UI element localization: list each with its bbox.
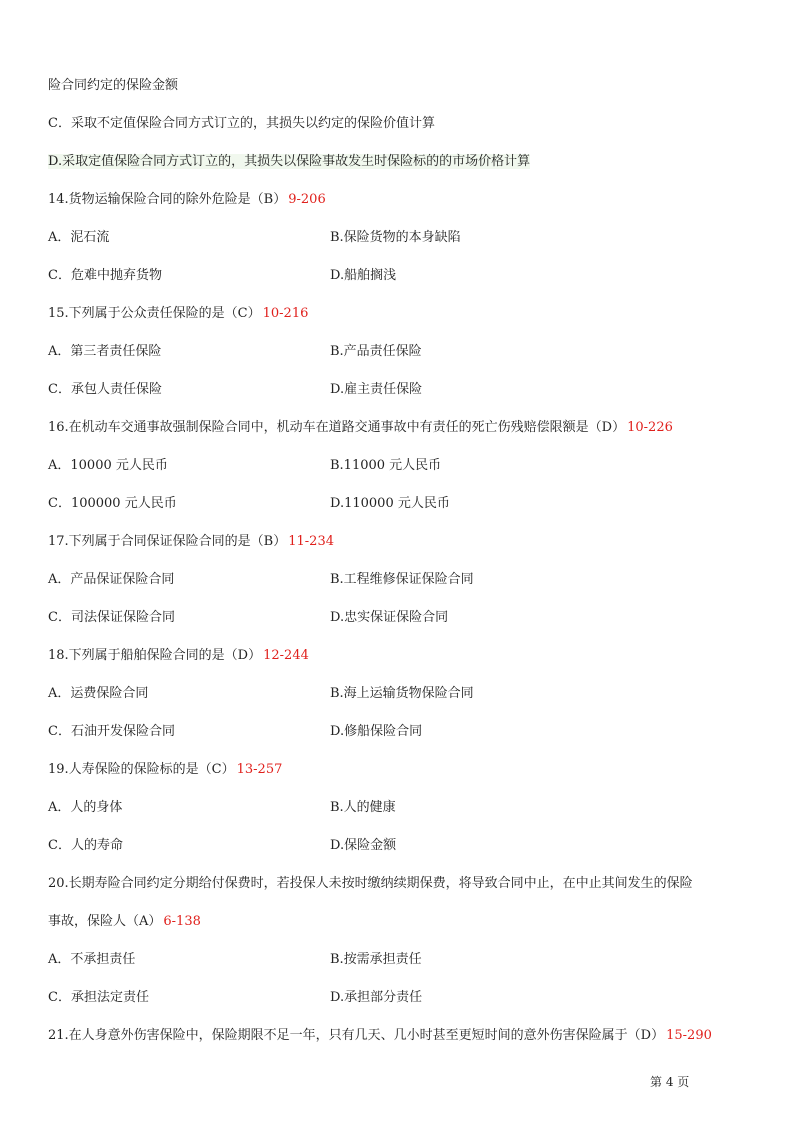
question-stem xyxy=(48,181,768,219)
question-text: 17.下列属于合同保证保险合同的是（B） xyxy=(48,534,287,549)
option-row xyxy=(48,941,768,979)
option-row xyxy=(48,713,768,751)
option-row xyxy=(48,979,768,1017)
page-reference: 12-244 xyxy=(263,648,309,663)
question-stem xyxy=(48,523,768,561)
question-stem xyxy=(48,751,768,789)
question-text: 21.在人身意外伤害保险中，保险期限不足一年，只有几天、几小时甚至更短时间的意外伤害保险属于（D） xyxy=(48,1028,665,1043)
question-text: 事故，保险人（A） xyxy=(48,914,162,929)
text-line: 险合同约定的保险金额 xyxy=(48,78,179,93)
option-row xyxy=(48,333,768,371)
option-row xyxy=(48,371,768,409)
page-reference: 11-234 xyxy=(288,534,334,549)
question-text: 16.在机动车交通事故强制保险合同中，机动车在道路交通事故中有责任的死亡伤残赔偿限额是（D） xyxy=(48,420,626,435)
answer-option: A．人的身体 xyxy=(48,800,123,815)
question-list xyxy=(48,181,768,1055)
answer-option: B.产品责任保险 xyxy=(330,344,422,359)
option-row xyxy=(48,485,768,523)
page-number: 第 4 页 xyxy=(650,1075,690,1089)
answer-option: D.雇主责任保险 xyxy=(330,382,423,397)
question-stem: 20.长期寿险合同约定分期给付保费时，若投保人未按时缴纳续期保费，将导致合同中止，在中止其间发生的保险 xyxy=(48,876,693,891)
answer-option: D.船舶搁浅 xyxy=(330,268,397,283)
page-reference: 13-257 xyxy=(236,762,283,777)
answer-option: D.修船保险合同 xyxy=(330,724,423,739)
answer-option: A．泥石流 xyxy=(48,230,110,245)
question-text: 15.下列属于公众责任保险的是（C） xyxy=(48,306,261,321)
page-reference: 10-226 xyxy=(627,420,673,435)
option-row xyxy=(48,675,768,713)
answer-option: D.保险金额 xyxy=(330,838,397,853)
answer-option: B.人的健康 xyxy=(330,800,396,815)
answer-option: B.保险货物的本身缺陷 xyxy=(330,230,461,245)
question-stem xyxy=(48,637,768,675)
question-stem xyxy=(48,903,768,941)
answer-option: B.工程维修保证保险合同 xyxy=(330,572,474,587)
answer-option: C．承担法定责任 xyxy=(48,990,149,1005)
answer-option: D.110000 元人民币 xyxy=(330,496,450,511)
page-reference: 15-290 xyxy=(666,1028,712,1043)
answer-option: C．危难中抛弃货物 xyxy=(48,268,162,283)
page-reference: 10-216 xyxy=(262,306,309,321)
question-text: 18.下列属于船舶保险合同的是（D） xyxy=(48,648,262,663)
question-stem xyxy=(48,1017,768,1055)
answer-option: A．不承担责任 xyxy=(48,952,136,967)
text-line: C．采取不定值保险合同方式订立的，其损失以约定的保险价值计算 xyxy=(48,116,435,131)
option-row xyxy=(48,827,768,865)
question-text: 14.货物运输保险合同的除外危险是（B） xyxy=(48,192,287,207)
document-body xyxy=(48,67,768,1055)
answer-option: C．石油开发保险合同 xyxy=(48,724,175,739)
answer-option: C．人的寿命 xyxy=(48,838,123,853)
answer-option: A．第三者责任保险 xyxy=(48,344,162,359)
answer-option: B.按需承担责任 xyxy=(330,952,422,967)
question-stem xyxy=(48,295,768,333)
option-row xyxy=(48,599,768,637)
text-line-content: D.采取定值保险合同方式订立的，其损失以保险事故发生时保险标的的市场价格计算 xyxy=(48,154,531,169)
question-stem xyxy=(48,409,768,447)
text-line xyxy=(48,143,768,181)
answer-option: D.承担部分责任 xyxy=(330,990,423,1005)
page-reference: 9-206 xyxy=(288,192,326,207)
answer-option: A．产品保证保险合同 xyxy=(48,572,175,587)
answer-option: B.海上运输货物保险合同 xyxy=(330,686,474,701)
question-text: 19.人寿保险的保险标的是（C） xyxy=(48,762,235,777)
option-row xyxy=(48,789,768,827)
option-row xyxy=(48,447,768,485)
answer-option: C．100000 元人民币 xyxy=(48,496,177,511)
answer-option: A．运费保险合同 xyxy=(48,686,149,701)
answer-option: A．10000 元人民币 xyxy=(48,458,168,473)
option-row xyxy=(48,219,768,257)
answer-option: C．承包人责任保险 xyxy=(48,382,162,397)
option-row xyxy=(48,257,768,295)
answer-option: B.11000 元人民币 xyxy=(330,458,442,473)
answer-option: C．司法保证保险合同 xyxy=(48,610,175,625)
option-row xyxy=(48,561,768,599)
page-reference: 6-138 xyxy=(163,914,201,929)
answer-option: D.忠实保证保险合同 xyxy=(330,610,449,625)
